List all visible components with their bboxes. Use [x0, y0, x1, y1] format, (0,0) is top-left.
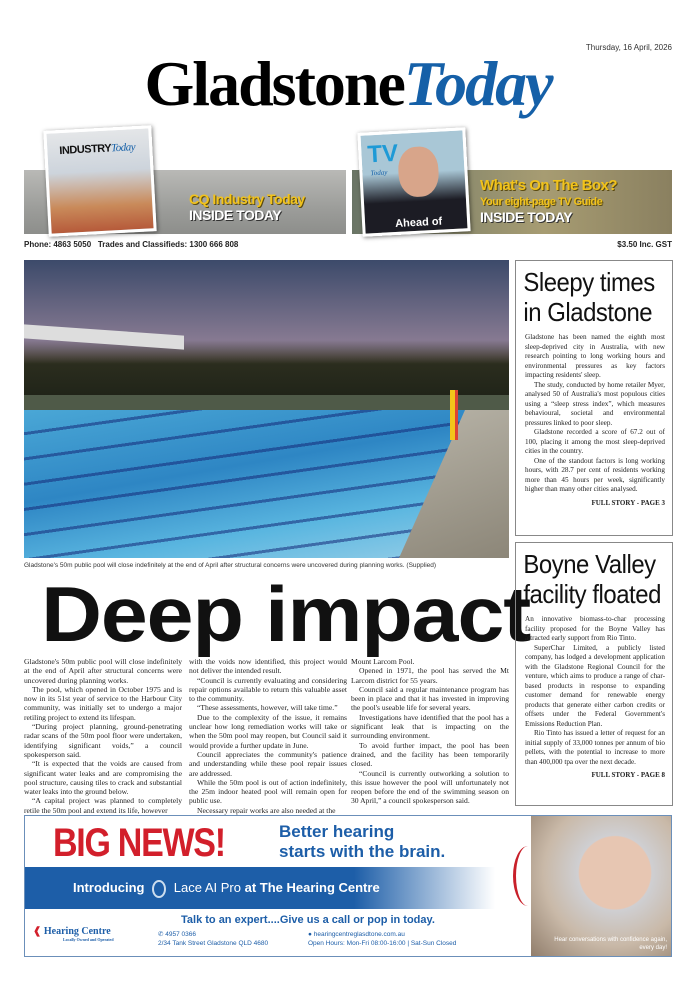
full-story-link[interactable]: FULL STORY - PAGE 3 [591, 498, 665, 507]
ad-brand-sub: Locally Owned and Operated [63, 937, 114, 942]
paragraph: “These assessments, however, will take time.” [197, 703, 338, 713]
promo-inside-today: INSIDE TODAY [189, 207, 282, 223]
photo-caption: Gladstone's 50m public pool will close indefinitely at the end of April after structural concerns were uncovered during planning works. (Supplied) [24, 562, 437, 569]
sidebar-story-title[interactable]: Boyne Valley facility floated [523, 549, 661, 609]
hearing-centre-logo [33, 926, 114, 942]
paragraph: “Council is currently evaluating and considering repair options available to return this valuable asset to the community. [189, 675, 347, 704]
cover-tagline: Ahead of [394, 215, 443, 231]
paragraph: The pool, which opened in October 1975 and is now in its 51st year of service to the Harbour City community, was initially set to undergo a major retiling project to extend its lifespan. [24, 684, 182, 722]
ad-contact [158, 930, 268, 948]
paragraph: One of the standout factors is long working hours, with 28.7 per cent of residents working more than 45 hours per week, significantly higher than many other cities analysed. [525, 456, 665, 493]
paragraph: Investigations have identified that the pool has a significant leak that is impacting on the surrounding environment. [351, 712, 509, 741]
paragraph: Opened in 1971, the pool has served the Mt Larcom district for 55 years. [351, 666, 509, 685]
paragraph: SuperChar Limited, a publicly listed company, has lodged a development application with the Gladstone Regional Council for the venture, which aims to produce a range of char-based products in response to expanding customer demand for renewable energy products that generate either carbon credits or offsets under the Federal Government's Emissions Reduction Plan. [525, 643, 665, 728]
promo-industry-today[interactable] [24, 141, 346, 234]
ad-introducing: Introducing [73, 880, 145, 895]
ad-product: Lace AI Pro [173, 880, 241, 895]
lead-headline[interactable]: Deep impact [41, 570, 531, 658]
paragraph: While the 50m pool is out of action indefinitely, the 25m indoor heated pool will remain open for public use. [189, 777, 347, 806]
promo-inside-today: INSIDE TODAY [480, 209, 573, 225]
paragraph: “A capital project was planned to completely retile the 50m pool and extend its life, however [24, 796, 182, 815]
tv-today-cover [357, 127, 470, 237]
ad-website[interactable]: hearingcentreglasdtone.com.au [313, 931, 405, 938]
ad-address: 2/34 Tank Street Gladstone QLD 4680 [158, 940, 269, 947]
contact-numbers: Phone: 4863 5050 Trades and Classifieds: 1300 666 808 [24, 240, 239, 249]
price: $3.50 Inc. GST [617, 240, 672, 249]
sidebar-story-title[interactable]: Sleepy times in Gladstone [523, 267, 655, 327]
paragraph: Gladstone's 50m public pool will close indefinitely at the end of April after structural concerns were uncovered during planning works. [24, 657, 182, 685]
ad-brand: Hearing Centre [43, 926, 111, 937]
story-column-3 [351, 657, 509, 806]
ad-at-location: at The Hearing Centre [244, 880, 380, 895]
paragraph: with the voids now identified, this project would not deliver the intended result. [189, 657, 347, 676]
paragraph: Necessary repair works are also needed at the [197, 805, 336, 815]
cover-subtitle: Today [370, 168, 388, 178]
treeline [24, 340, 509, 400]
paragraph: Council appreciates the community's patience and understanding while these pool repair issues are addressed. [189, 749, 347, 778]
sidebar-story-boyne-valley[interactable] [515, 542, 673, 806]
paragraph: “During project planning, ground-penetrating radar scans of the 50m pool floor were undertaken, identifying significant voids,” a council spokesperson said. [24, 722, 182, 759]
full-story-link[interactable]: FULL STORY - PAGE 8 [591, 771, 665, 779]
cover-title: INDUSTRY [59, 142, 112, 158]
ad-tagline-line1: Better hearing [279, 822, 395, 841]
paragraph: An innovative biomass-to-char processing facility proposed for the Boyne Valley has attracted early support from Rio Tinto. [525, 615, 665, 642]
masthead-logo[interactable] [0, 44, 696, 124]
ad-cta: Talk to an expert....Give us a call or pop in today. [181, 914, 435, 926]
ad-web-hours [308, 930, 456, 948]
pool-photo[interactable] [24, 260, 509, 558]
paragraph: Gladstone has been named the eighth most sleep-deprived city in Australia, with new research pointing to long working hours and environmental pressures as key factors impacting residents' sleep. [525, 333, 665, 379]
promo-subtitle: Your eight-page TV Guide [480, 196, 603, 208]
story-column-1 [24, 657, 182, 815]
ad-intro-bar [25, 867, 495, 909]
globe-icon: ● [308, 931, 312, 938]
paragraph: Council said a regular maintenance program has been in place and that it has invested in improving the pool's useable life for several years. [351, 684, 509, 713]
paragraph: Due to the complexity of the issue, it remains unclear how long remediation works will take or when the 50m pool may reopen, but Council said it would provide a further update in June. [189, 712, 347, 750]
ad-phone[interactable]: 4957 0366 [165, 931, 196, 938]
phone-icon: ✆ [158, 931, 164, 938]
lifeguard-flag [450, 390, 458, 440]
sidebar-story-sleepy-times[interactable] [515, 260, 673, 536]
ad-woman-photo [531, 816, 671, 957]
ad-big-news: BIG NEWS! [53, 821, 225, 865]
paragraph: Gladstone recorded a score of 67.2 out of 100, placing it among the most sleep-deprived cities in the country. [525, 428, 665, 455]
promo-tv-guide[interactable] [352, 139, 672, 234]
masthead-today: Today [403, 48, 552, 119]
ad-tagline-line2: starts with the brain. [279, 842, 446, 861]
paragraph: Mount Larcom Pool. [351, 657, 415, 666]
cover-title: TV [366, 139, 399, 169]
paragraph: “It is expected that the voids are caused from significant water leaks and are compromising the pool structure, causing tiles to crack and substantial water leaks into the ground below. [24, 759, 182, 797]
paragraph: The study, conducted by home retailer Myer, analysed 50 of Australia's most populous cities using a “sleep stress index”, which measures behavioural, societal and environmental pressures linked to poor sleep. [525, 380, 665, 427]
hearing-centre-advert[interactable] [24, 815, 672, 957]
lace-logo-icon [152, 880, 166, 898]
promo-title: CQ Industry Today [189, 191, 305, 207]
cover-title-today: Today [110, 141, 136, 155]
masthead-gladstone: Gladstone [144, 48, 404, 119]
cover-portrait [397, 146, 440, 198]
issue-date: Thursday, 16 April, 2026 [585, 43, 672, 52]
paragraph: To avoid further impact, the pool has been drained, and the facility has been temporarily closed. [351, 740, 509, 769]
ad-tagline [279, 822, 445, 862]
paragraph: “Council is currently outworking a solution to this issue however the pool will unfortunately not reopen before the end of the swimming season on 30 April,” a council spokesperson said. [351, 768, 509, 806]
ear-logo-icon: ❰ [33, 926, 42, 937]
industry-today-cover [43, 125, 156, 237]
promo-title: What's On The Box? [480, 177, 618, 194]
story-column-2 [189, 657, 347, 815]
paragraph: Rio Tinto has issued a letter of request for an initial supply of 33,000 tonnes per annum of bio pellets, with the potential to increase to more than 400,000 tpa over the next decade. [525, 729, 665, 766]
contact-bar [24, 240, 672, 249]
ad-hours: Open Hours: Mon-Fri 08:00-16:00 | Sat-Sun Closed [308, 940, 457, 947]
ad-photo-caption: Hear conversations with confidence again, every day! [554, 937, 667, 951]
